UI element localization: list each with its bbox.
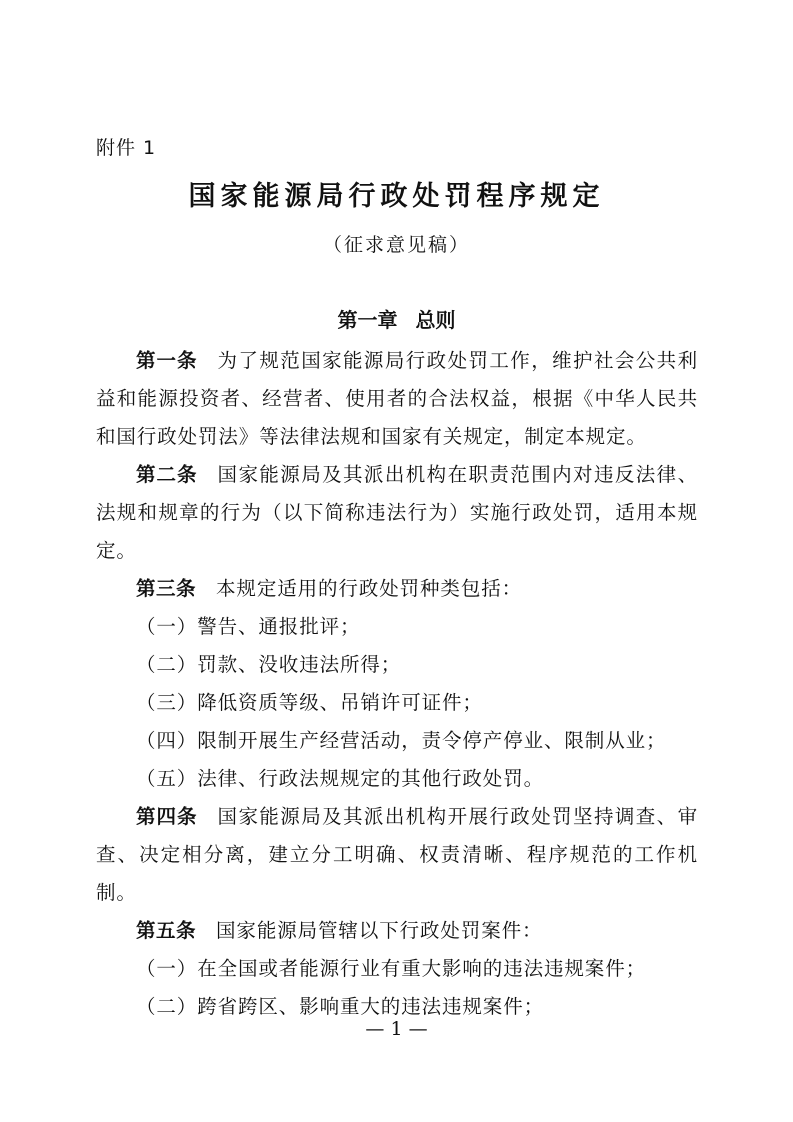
article-3	[96, 570, 698, 608]
chapter-heading	[0, 304, 793, 333]
article-1	[96, 342, 698, 456]
chapter-title: 总则	[415, 308, 456, 332]
article-text: 国家能源局及其派出机构开展行政处罚坚持调查、审查、决定相分离，建立分工明确、权责清晰、程序规范的工作机制。	[96, 805, 698, 904]
article-4	[96, 798, 698, 912]
article-label: 第二条	[136, 463, 198, 486]
list-item: （四）限制开展生产经营活动，责令停产停业、限制从业；	[136, 729, 667, 752]
article-text: 国家能源局管辖以下行政处罚案件：	[216, 919, 543, 942]
article-text: 为了规范国家能源局行政处罚工作，维护社会公共利益和能源投资者、经营者、使用者的合法权益，根据《中华人民共和国行政处罚法》等法律法规和国家有关规定，制定本规定。	[96, 349, 698, 448]
list-item: （五）法律、行政法规规定的其他行政处罚。	[136, 767, 545, 790]
list-item: （一）在全国或者能源行业有重大影响的违法违规案件；	[136, 957, 647, 980]
article-label: 第三条	[136, 577, 197, 600]
document-title: 国家能源局行政处罚程序规定	[188, 181, 605, 212]
list-item: （一）警告、通报批评；	[136, 615, 361, 638]
article-5	[96, 912, 698, 950]
list-item: （三）降低资质等级、吊销许可证件；	[136, 691, 483, 714]
list-item: （二）罚款、没收违法所得；	[136, 653, 402, 676]
article-text: 国家能源局及其派出机构在职责范围内对违反法律、法规和规章的行为（以下简称违法行为）实施行政处罚，适用本规定。	[96, 463, 698, 562]
chapter-number: 第一章	[337, 308, 398, 332]
page-number: — 1 —	[365, 1018, 428, 1040]
article-label: 第四条	[136, 805, 198, 828]
article-label: 第五条	[136, 919, 197, 942]
document-subtitle: （征求意见稿）	[322, 234, 470, 256]
article-2	[96, 456, 698, 570]
list-item: （二）跨省跨区、影响重大的违法违规案件；	[136, 995, 545, 1018]
article-text: 本规定适用的行政处罚种类包括：	[216, 577, 523, 600]
article-label: 第一条	[136, 349, 198, 372]
annex-label: 附件 1	[96, 137, 157, 159]
